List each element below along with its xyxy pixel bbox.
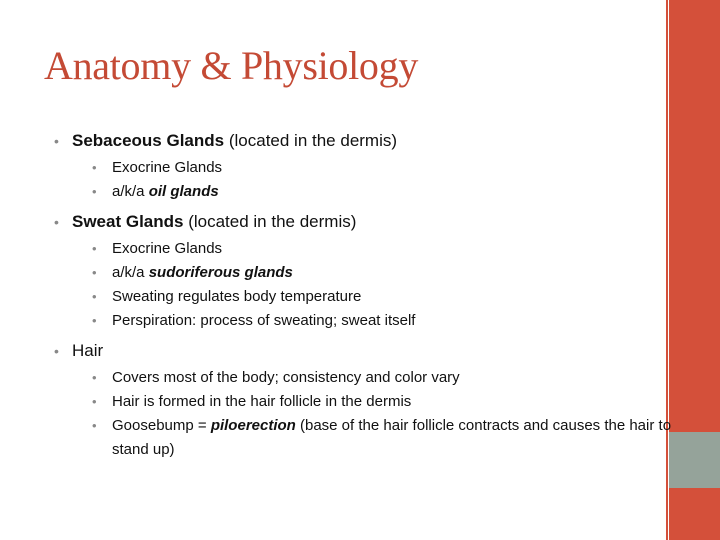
sub-list <box>92 237 654 333</box>
section-heading: Sebaceous Glands <box>72 131 225 150</box>
emphasized-term: piloerection <box>210 417 296 434</box>
slide-title: Anatomy & Physiology <box>44 43 419 88</box>
list-item-text: Hair is formed in the hair follicle in the dermis <box>112 393 412 410</box>
list-item-text: Exocrine Glands <box>112 240 223 257</box>
bullet-icon: • <box>92 160 97 175</box>
bullet-icon: • <box>92 370 97 385</box>
list-item <box>92 390 672 414</box>
section-sebaceous-glands <box>54 128 654 204</box>
section-heading-note: (located in the dermis) <box>224 131 398 150</box>
bullet-icon: • <box>92 289 97 304</box>
list-item-text: (base of the hair follicle contracts and causes the hair to stand up) <box>112 417 672 458</box>
list-item <box>92 285 672 309</box>
slide-content <box>54 128 672 462</box>
section-heading: Sweat Glands <box>72 212 184 231</box>
emphasized-term: sudoriferous glands <box>148 264 293 281</box>
section-hair <box>54 338 672 462</box>
bullet-icon: • <box>92 241 97 256</box>
sub-list <box>92 156 654 204</box>
bullet-icon: • <box>92 418 97 433</box>
bullet-icon: • <box>92 184 97 199</box>
emphasized-term: oil glands <box>148 183 219 200</box>
list-item-text: Goosebump = <box>112 417 211 434</box>
list-item <box>92 366 672 390</box>
bullet-icon: • <box>54 214 59 230</box>
bullet-list <box>54 128 672 462</box>
list-item-text: a/k/a <box>112 264 149 281</box>
bullet-icon: • <box>54 133 59 149</box>
decorative-accent-block <box>669 432 720 488</box>
list-item-text: a/k/a <box>112 183 149 200</box>
list-item <box>92 180 672 204</box>
list-item <box>92 309 672 333</box>
bullet-icon: • <box>92 265 97 280</box>
list-item <box>92 237 672 261</box>
section-heading-note: (located in the dermis) <box>183 212 357 231</box>
bullet-icon: • <box>54 343 59 359</box>
list-item-text: Sweating regulates body temperature <box>112 288 362 305</box>
list-item <box>92 156 672 180</box>
section-sweat-glands <box>54 209 654 333</box>
bullet-icon: • <box>92 313 97 328</box>
list-item <box>92 414 672 462</box>
list-item <box>92 261 672 285</box>
bullet-icon: • <box>92 394 97 409</box>
list-item-text: Exocrine Glands <box>112 159 223 176</box>
section-heading: Hair <box>72 341 104 360</box>
list-item-text: Covers most of the body; consistency and color vary <box>112 369 460 386</box>
sub-list <box>92 366 672 462</box>
list-item-text: Perspiration: process of sweating; sweat itself <box>112 312 416 329</box>
